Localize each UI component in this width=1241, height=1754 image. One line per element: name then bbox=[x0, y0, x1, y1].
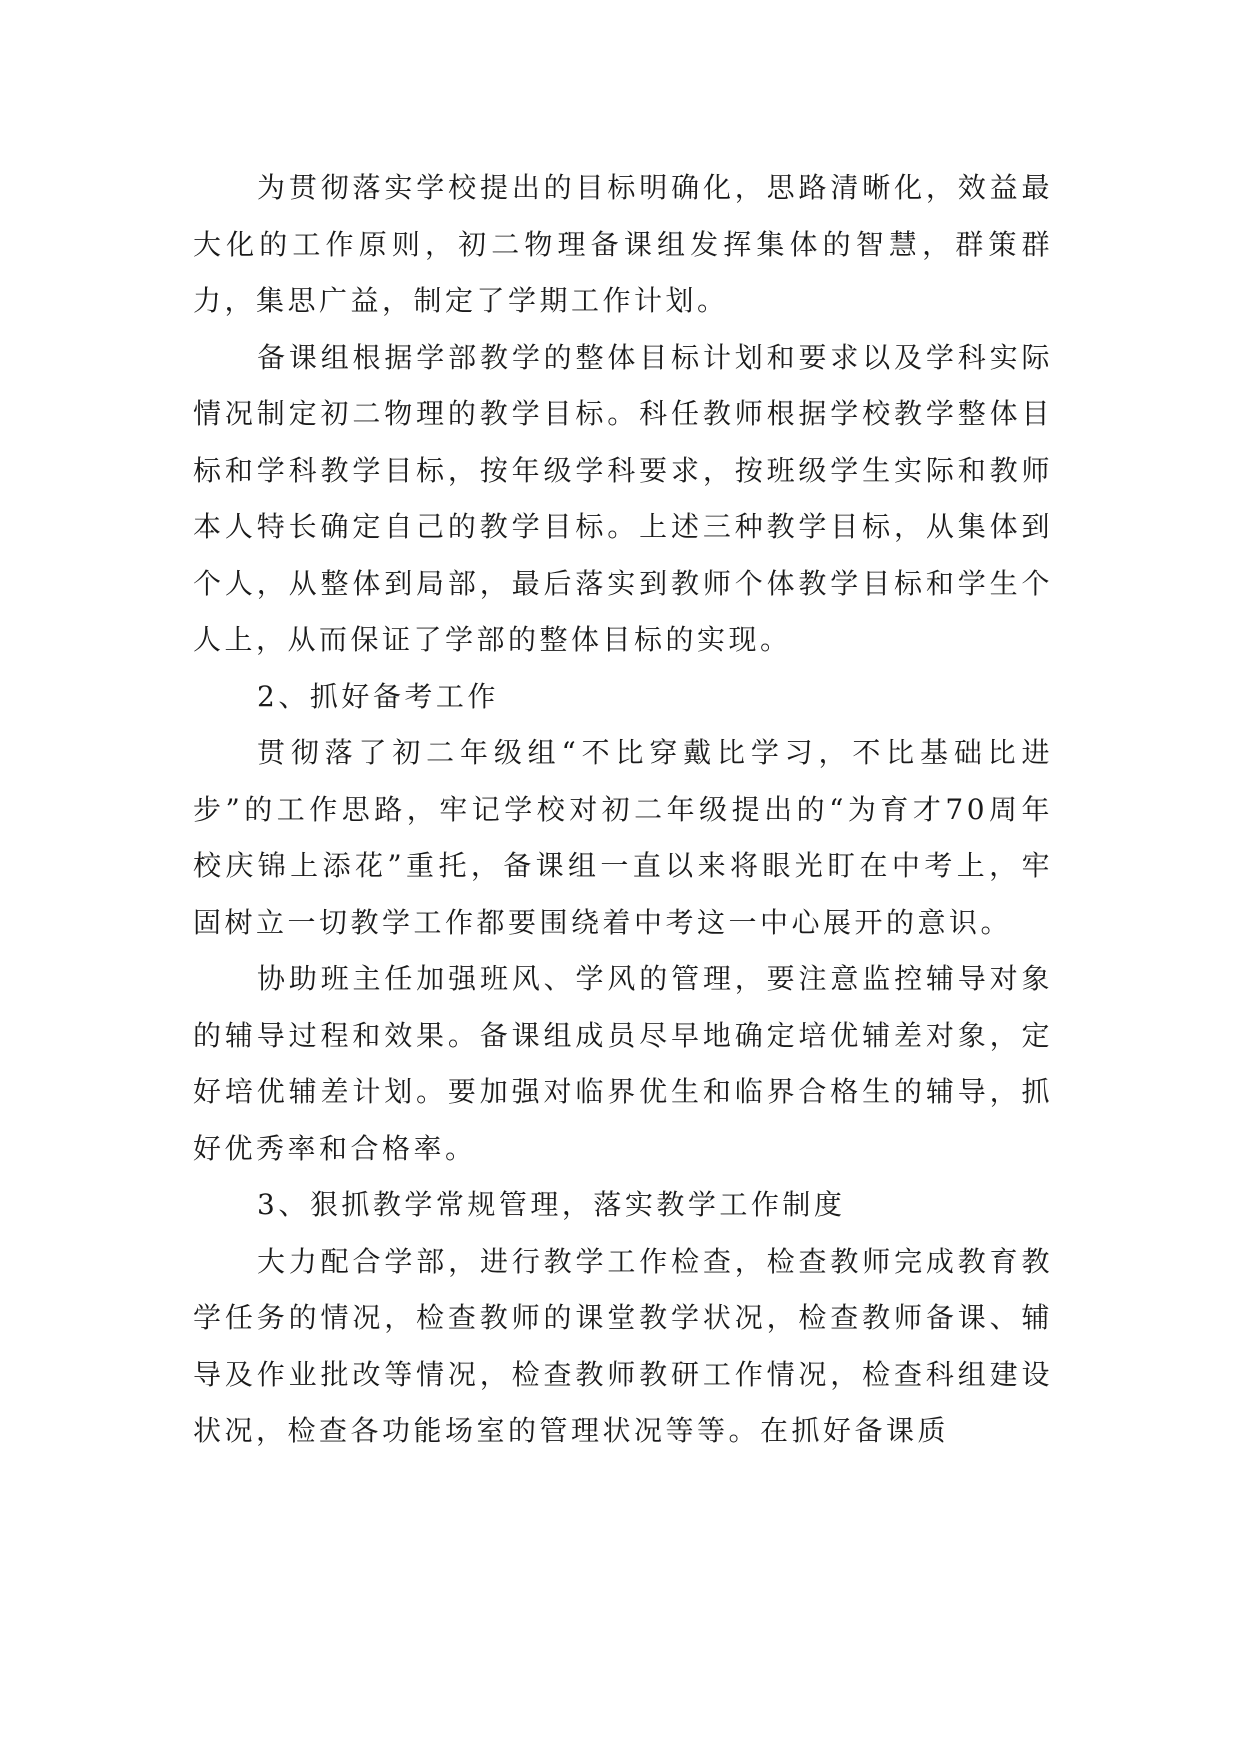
paragraph-exam-focus: 贯彻落了初二年级组“不比穿戴比学习，不比基础比进步”的工作思路，牢记学校对初二年级提出的“为育才70周年校庆锦上添花”重托，备课组一直以来将眼光盯在中考上，牢固树立一切教学工作都要围绕着中考这一中心展开的意识。 bbox=[193, 736, 1053, 939]
document-body bbox=[193, 160, 1053, 1460]
paragraph-teaching-goals: 备课组根据学部教学的整体目标计划和要求以及学科实际情况制定初二物理的教学目标。科任教师根据学校教学整体目标和学科教学目标，按年级学科要求，按班级学生实际和教师本人特长确定自己的教学目标。上述三种教学目标，从集体到个人，从整体到局部，最后落实到教师个体教学目标和学生个人上，从而保证了学部的整体目标的实现。 bbox=[193, 340, 1053, 656]
section-heading-exam-prep: 2、抓好备考工作 bbox=[257, 679, 499, 713]
paragraph-inspection: 大力配合学部，进行教学工作检查，检查教师完成教育教学任务的情况，检查教师的课堂教学状况，检查教师备课、辅导及作业批改等情况，检查教师教研工作情况，检查科组建设状况，检查各功能场室的管理状况等等。在抓好备课质 bbox=[193, 1244, 1053, 1447]
paragraph-tutoring: 协助班主任加强班风、学风的管理，要注意监控辅导对象的辅导过程和效果。备课组成员尽早地确定培优辅差对象，定好培优辅差计划。要加强对临界优生和临界合格生的辅导，抓好优秀率和合格率。 bbox=[193, 962, 1053, 1165]
paragraph-intro: 为贯彻落实学校提出的目标明确化，思路清晰化，效益最大化的工作原则，初二物理备课组发挥集体的智慧，群策群力，集思广益，制定了学期工作计划。 bbox=[193, 171, 1053, 317]
section-heading-routine-management: 3、狠抓教学常规管理，落实教学工作制度 bbox=[257, 1188, 846, 1221]
